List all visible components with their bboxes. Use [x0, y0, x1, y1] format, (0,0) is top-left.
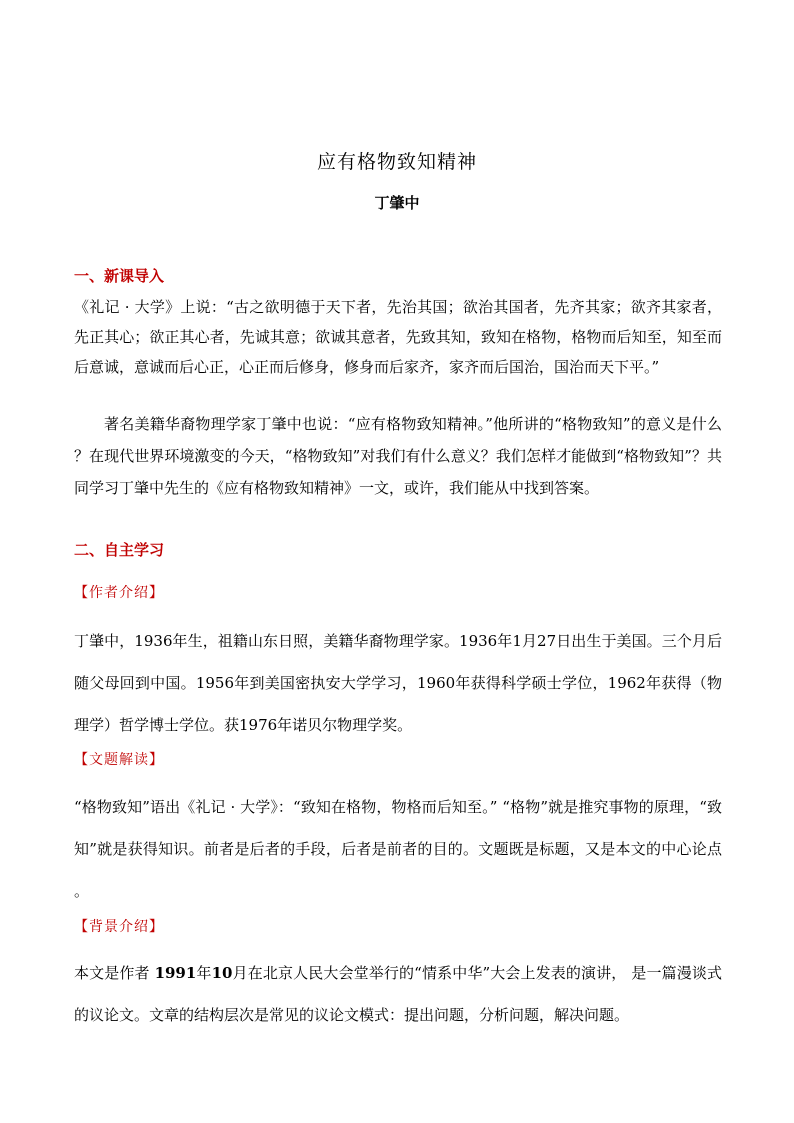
- title-reading-paragraph: “格物致知”语出《礼记 · 大学》：“致知在格物，物格而后知至。” “格物”就是推究事物的原理，“致知”就是获得知识。前者是后者的手段，后者是前者的目的。文题既是标题，又是本文的中心论点。: [74, 798, 722, 900]
- document-author: 丁肇中: [374, 194, 420, 212]
- background-text-after: 月在北京人民大会堂举行的“情系中华”大会上发表的演讲， 是一篇漫谈式的议论文。文章的结构层次是常见的议论文模式：提出问题，分析问题，解决问题。: [74, 964, 722, 1024]
- label-author-intro: 【作者介绍】: [74, 585, 164, 601]
- label-title-reading: 【文题解读】: [74, 752, 164, 768]
- author-intro-paragraph: 丁肇中，1936年生，祖籍山东日照，美籍华裔物理学家。1936年1月27日出生于美国。三个月后随父母回到中国。1956年到美国密执安大学学习，1960年获得科学硕士学位，1962年获得（物理学）哲学博士学位。获1976年诺贝尔物理学奖。: [74, 632, 722, 734]
- quote-paragraph: 《礼记 · 大学》上说：“古之欲明德于天下者，先治其国；欲治其国者，先齐其家；欲齐其家者，先正其心；欲正其心者，先诚其意；欲诚其意者，先致其知，致知在格物，格物而后知至，知至而后意诚，意诚而后心正，心正而后修身，修身而后家齐，家齐而后国治，国治而天下平。”: [74, 298, 722, 376]
- background-text-before: 本文是作者: [74, 964, 155, 982]
- document-title: 应有格物致知精神: [316, 151, 477, 173]
- background-text-mid: 年: [196, 964, 212, 982]
- background-month: 10: [211, 964, 233, 982]
- label-background: 【背景介绍】: [74, 919, 164, 935]
- section-heading-self-study: 二、自主学习: [74, 541, 165, 559]
- intro-paragraph: 著名美籍华裔物理学家丁肇中也说：“应有格物致知精神。”他所讲的“格物致知”的意义是什么？在现代世界环境激变的今天，“格物致知”对我们有什么意义？我们怎样才能做到“格物致知”？共同学习丁肇中先生的《应有格物致知精神》一文，或许，我们能从中找到答案。: [74, 415, 722, 497]
- background-paragraph: [74, 952, 722, 1036]
- background-year: 1991: [154, 964, 197, 982]
- section-heading-intro: 一、新课导入: [74, 267, 165, 285]
